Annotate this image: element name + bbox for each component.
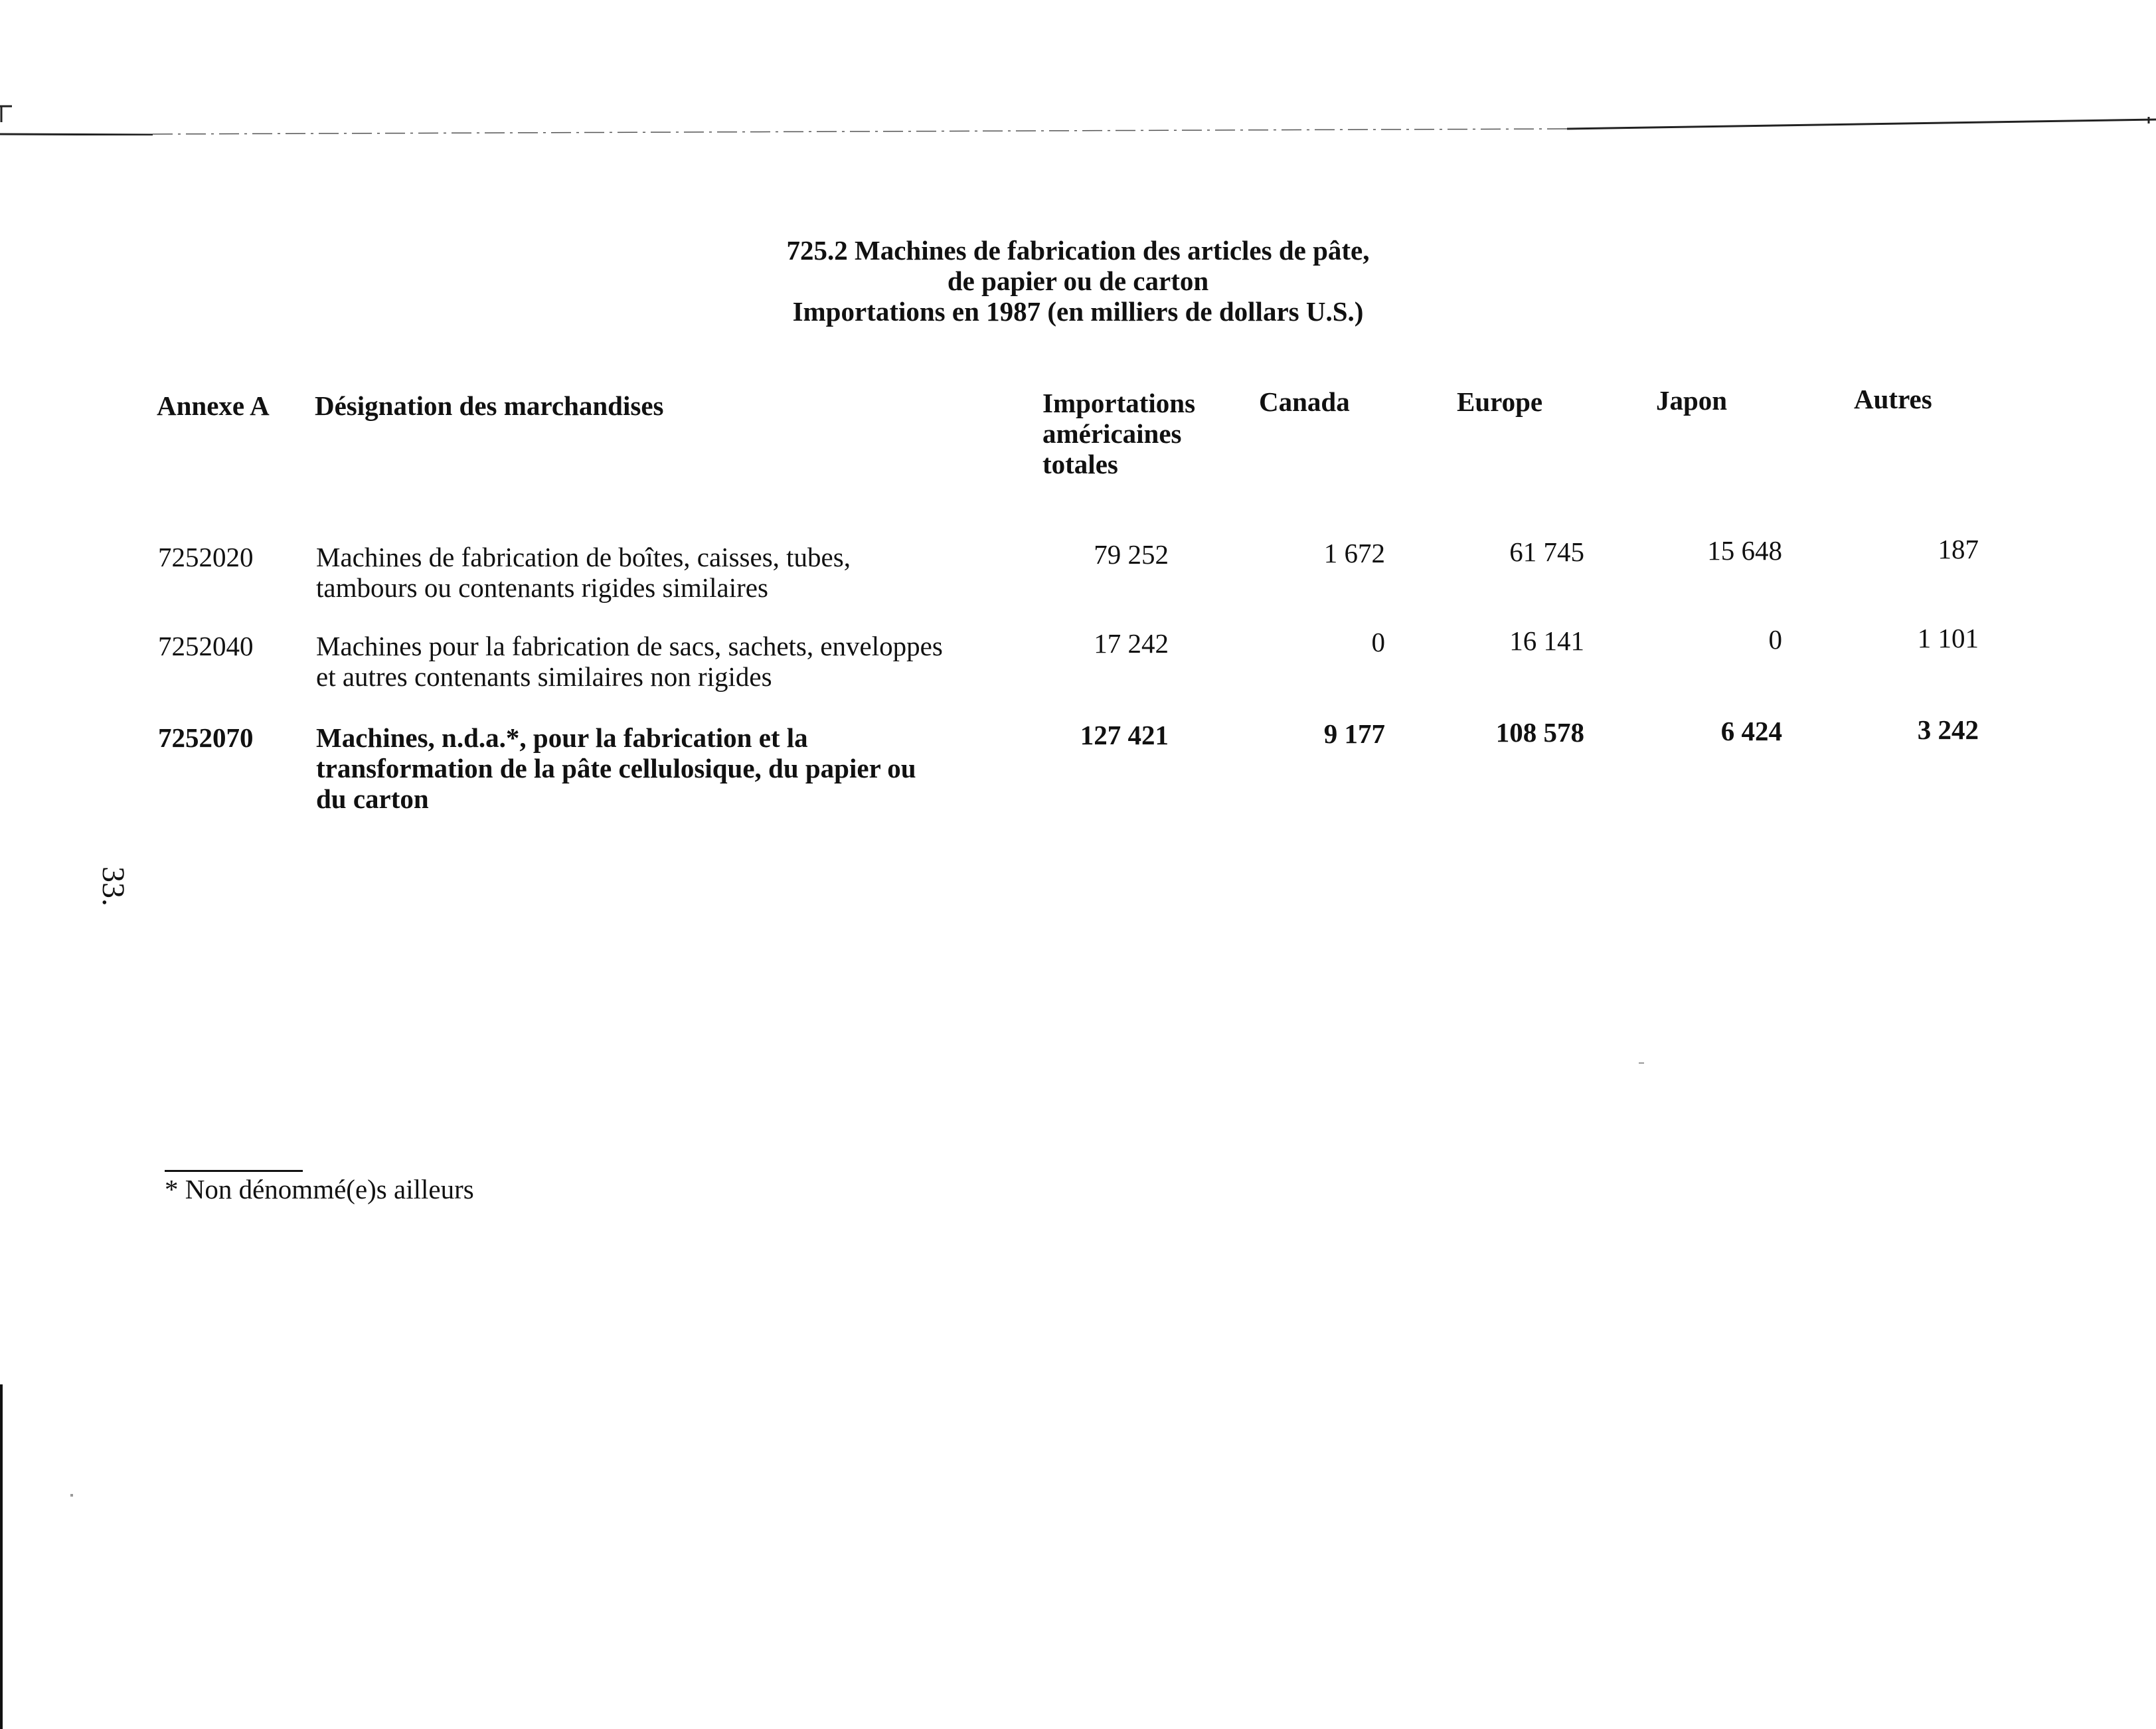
row-autres: 187	[1938, 534, 1979, 564]
row-description	[316, 631, 943, 692]
header-canada: Canada	[1259, 386, 1350, 417]
row-europe: 16 141	[1509, 625, 1584, 656]
header-europe: Europe	[1457, 386, 1543, 417]
row-description-line: Machines de fabrication de boîtes, caisses, tubes,	[316, 542, 851, 572]
header-designation: Désignation des marchandises	[315, 390, 664, 421]
row-europe: 61 745	[1509, 536, 1584, 567]
row-code: 7252070	[158, 722, 254, 753]
title-line-3: Importations en 1987 (en milliers de dollars U.S.)	[792, 296, 1364, 327]
header-annexe: Annexe A	[157, 390, 270, 421]
scan-edge	[0, 1384, 3, 1729]
header-importations-line-3: totales	[1042, 449, 1118, 479]
row-total: 79 252	[1094, 539, 1169, 570]
row-japon: 6 424	[1720, 716, 1782, 746]
row-autres: 3 242	[1917, 714, 1979, 745]
row-canada: 9 177	[1323, 718, 1385, 749]
header-japon: Japon	[1656, 385, 1728, 416]
row-autres: 1 101	[1917, 623, 1979, 653]
row-description	[316, 722, 916, 814]
title-line-2: de papier ou de carton	[947, 266, 1209, 296]
corner-mark	[0, 104, 15, 124]
header-importations-line-1: Importations	[1042, 388, 1196, 418]
row-canada: 0	[1371, 627, 1385, 657]
row-japon: 15 648	[1707, 535, 1782, 566]
header-importations-line-2: américaines	[1042, 418, 1182, 449]
row-total: 17 242	[1094, 628, 1169, 659]
row-description	[316, 542, 851, 603]
row-description-line: du carton	[316, 783, 429, 814]
footnote-rule	[165, 1170, 303, 1172]
row-description-line: transformation de la pâte cellulosique, du papier ou	[316, 753, 916, 783]
row-total: 127 421	[1080, 720, 1169, 750]
scan-speck	[1639, 1062, 1644, 1064]
row-code: 7252020	[158, 542, 254, 572]
row-description-line: et autres contenants similaires non rigides	[316, 661, 772, 692]
title-line-1: 725.2 Machines de fabrication des articles de pâte,	[786, 235, 1370, 266]
row-description-line: Machines, n.d.a.*, pour la fabrication et la	[316, 722, 808, 753]
top-rule	[0, 117, 2156, 135]
row-description-line: Machines pour la fabrication de sacs, sachets, enveloppes	[316, 631, 943, 661]
page-number: 33.	[96, 866, 131, 906]
row-japon: 0	[1768, 624, 1782, 655]
header-importations	[1042, 388, 1195, 479]
table-title	[0, 235, 2156, 327]
header-autres: Autres	[1854, 384, 1932, 414]
footnote: * Non dénommé(e)s ailleurs	[165, 1174, 474, 1204]
row-description-line: tambours ou contenants rigides similaires	[316, 572, 768, 603]
row-code: 7252040	[158, 631, 254, 661]
row-canada: 1 672	[1323, 538, 1385, 568]
row-europe: 108 578	[1495, 717, 1584, 748]
scan-speck	[70, 1494, 73, 1497]
